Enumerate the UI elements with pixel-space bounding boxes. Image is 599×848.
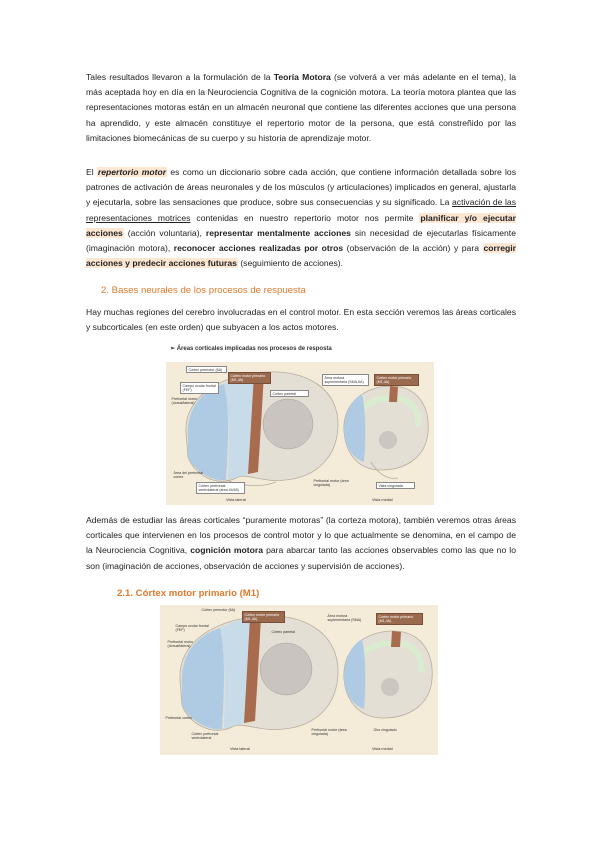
label-prefrontal-motor: Prefrontal motor (dorsal/lateral) — [167, 639, 194, 648]
label-prefrontal-cortex: Área del prefrontal cortex — [173, 470, 204, 479]
term-teoria-motora: Teoría Motora — [273, 72, 331, 82]
figure-caption: ➢ Áreas corticales implicadas nos procesos de resposta — [170, 346, 332, 352]
label-parietal: Córtex parietal — [271, 629, 295, 634]
text: El — [86, 167, 97, 177]
term-reconocer: reconocer acciones realizadas por otros — [173, 243, 344, 254]
paragraph-repertorio-motor — [86, 165, 516, 271]
text: (observación de la acción) y para — [343, 243, 483, 254]
text: Además de estudiar las áreas corticales “puramente motoras” (la corteza motora), también veremos otras áreas corticales que intervienen en los procesos de control motor y lo que actualmente se denomina, en el campo de la Neurociencia Cognitiva, — [86, 515, 516, 556]
text: sin necesidad de ejecutarlas físicamente (imaginación motora), — [86, 227, 516, 254]
label-sma: Área motora suplementaria (SMA) — [327, 613, 362, 622]
label-m1-medial: Córtex motor primario (M1,4A) — [376, 613, 423, 625]
text: (seguimiento de acciones). — [237, 258, 344, 269]
brain-figure-1 — [166, 362, 434, 505]
label-lateral-view: Vista lateral — [230, 747, 250, 751]
label-ventrolateral: Córtex prefrontal ventrolateral — [191, 731, 219, 740]
label-cingulate: Vista cingulada — [376, 482, 415, 489]
label-premotor: Córtex premotor (6A) — [186, 366, 227, 373]
term-corregir: corregir acciones y predecir acciones futuras — [86, 243, 516, 269]
label-cingulate: Giro cingulado — [373, 727, 397, 732]
term-cognicion-motora: cognición motora — [190, 545, 264, 556]
label-ventrolateral: Córtex prefrontal ventrolateral (área 44/45) — [196, 482, 245, 494]
text: (se volverá a ver más adelante en el tema), la más aceptada hoy en día en la Neurociencia Cognitiva de la cognición motora. La teoría motora plantea que las representaciones motoras están en un almacén neuronal que contiene las diferentes acciones que una persona ha aprendido, y este almacén constituye el repertorio motor de la persona, que está constreñido por las limitaciones biomecánicas de su cuerpo y su historia de aprendizaje motor. — [86, 72, 516, 143]
term-planificar: planificar y/o ejecutar acciones — [86, 212, 516, 238]
text: (acción voluntaria), — [123, 227, 206, 238]
text: es como un diccionario sobre cada acción, que contiene información detallada sobre los patrones de activación de áreas neuronales y de los músculos (y articulaciones) implicados en general, ajustarla y ejecutarla, sobre las sensaciones que produce, sobre sus consecuencias y su significado. La — [86, 167, 516, 208]
label-medial-view: Vista medial — [372, 498, 393, 502]
label-prefrontal-cortex: Prefrontal cortex — [165, 715, 192, 720]
label-fef: Campo ocular frontal (FEF) — [180, 382, 219, 394]
term-representar: representar mentalmente acciones — [205, 227, 351, 238]
section-heading: 2. Bases neurales de los procesos de respuesta — [101, 285, 306, 296]
paragraph-cognicion-motora — [86, 513, 516, 574]
term-repertorio-motor: repertorio motor — [97, 167, 167, 177]
label-m1: Córtex motor primario (M1,4A) — [242, 611, 285, 623]
label-parietal: Córtex parietal — [270, 390, 309, 397]
paragraph-teoria-motora — [86, 70, 516, 146]
text: contenidas en nuestro repertorio motor nos permite — [190, 212, 420, 223]
text: Tales resultados llevaron a la formulación de la — [86, 72, 274, 82]
label-medial-view: Vista medial — [372, 747, 393, 751]
term-activacion: activación de las representaciones motrices — [86, 197, 516, 223]
label-lateral-view: Vista lateral — [226, 498, 246, 502]
text: para abarcar tanto las acciones observables como las que no lo son (imaginación de acciones, observación de acciones y supervisión de acciones). — [86, 545, 516, 571]
label-premotor: Córtex premotor (6A) — [201, 607, 236, 612]
label-prefrontal-motor: Prefrontal motor (dorsal/lateral) — [171, 396, 198, 405]
label-prefrontal-cingulate: Prefrontal motor (área cingulada) — [311, 727, 347, 736]
label-sma: Área motora suplementaria (SMA,6A) — [322, 374, 369, 386]
label-m1-medial: Córtex motor primario (M1,4A) — [374, 374, 419, 386]
paragraph-regiones: Hay muchas regiones del cerebro involucradas en el control motor. En esta sección veremos las áreas corticales y subcorticales (en este orden) que subyacen a los actos motores. — [86, 307, 516, 333]
label-prefrontal-cingulate: Prefrontal motor (área cingulada) — [313, 478, 349, 487]
brain-figure-2 — [160, 605, 438, 755]
subsection-heading: 2.1. Córtex motor primario (M1) — [117, 588, 260, 599]
label-m1: Córtex motor primario (M1,4A) — [228, 372, 271, 384]
label-fef: Campo ocular frontal (FEF) — [175, 623, 209, 632]
